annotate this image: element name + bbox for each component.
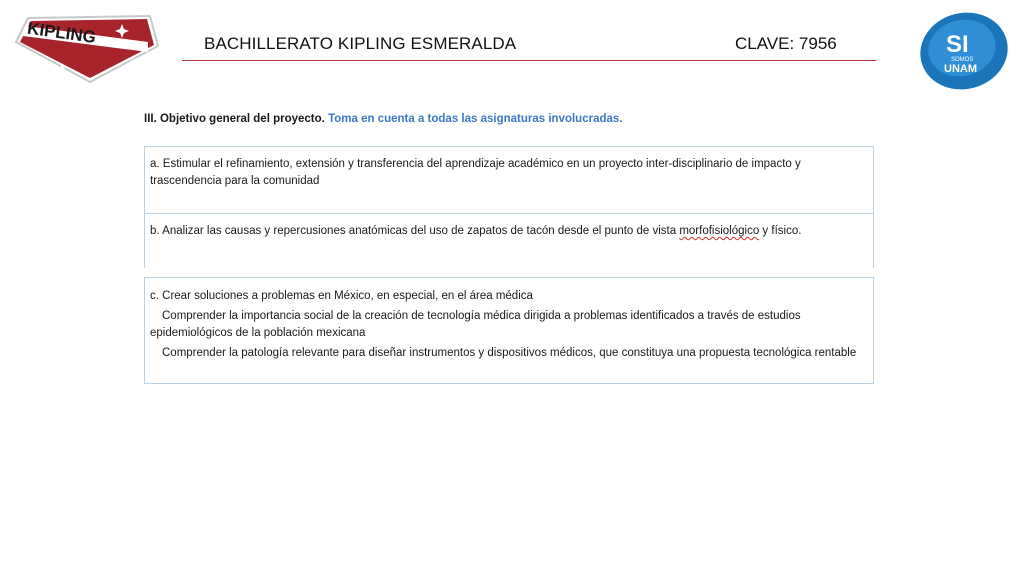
school-code: CLAVE: 7956 [735,34,837,53]
unam-logo [918,10,1010,92]
objectives-table-2 [144,277,874,384]
table-divider [145,213,873,214]
header-divider [182,60,876,61]
objective-c-title: c. Crear soluciones a problemas en México, en especial, en el área médica [150,290,533,302]
objective-b-text-end: y físico. [759,225,802,237]
objective-b [150,223,865,240]
objective-a: a. Estimular el refinamiento, extensión y transferencia del aprendizaje académico en un proyecto inter-disciplinario de impacto y trascendencia para la comunidad [150,158,801,187]
objective-c-item-1 [150,308,865,341]
section-heading [144,113,622,125]
section-instruction: Toma en cuenta a todas las asignaturas involucradas. [328,113,623,125]
school-name: BACHILLERATO KIPLING ESMERALDA [204,34,517,53]
section-heading-label: III. Objetivo general del proyecto. [144,113,325,125]
unam-logo-somos: SOMOS [951,57,974,63]
unam-logo-si: SI [946,31,969,58]
objective-c-item-2-text: Comprender la patología relevante para diseñar instrumentos y dispositivos médicos, que constituya una propuesta tecnológica rentable [162,347,857,359]
objective-c-item-1-text: Comprender la importancia social de la creación de tecnología médica dirigida a problemas identificados a través de estudios epidemiológicos de la población mexicana [150,310,801,339]
kipling-logo [10,12,160,84]
unam-logo-unam: UNAM [944,63,977,75]
kipling-logo-text: KIPLING [26,18,98,48]
objective-b-text-start: b. Analizar las causas y repercusiones anatómicas del uso de zapatos de tacón desde el punto de vista [150,225,680,237]
objective-c-item-2 [150,345,865,362]
spellcheck-flagged-word: morfofisiológico [679,225,760,237]
kipling-logo-sub: SM [130,58,138,64]
objectives-table-1 [144,146,874,268]
